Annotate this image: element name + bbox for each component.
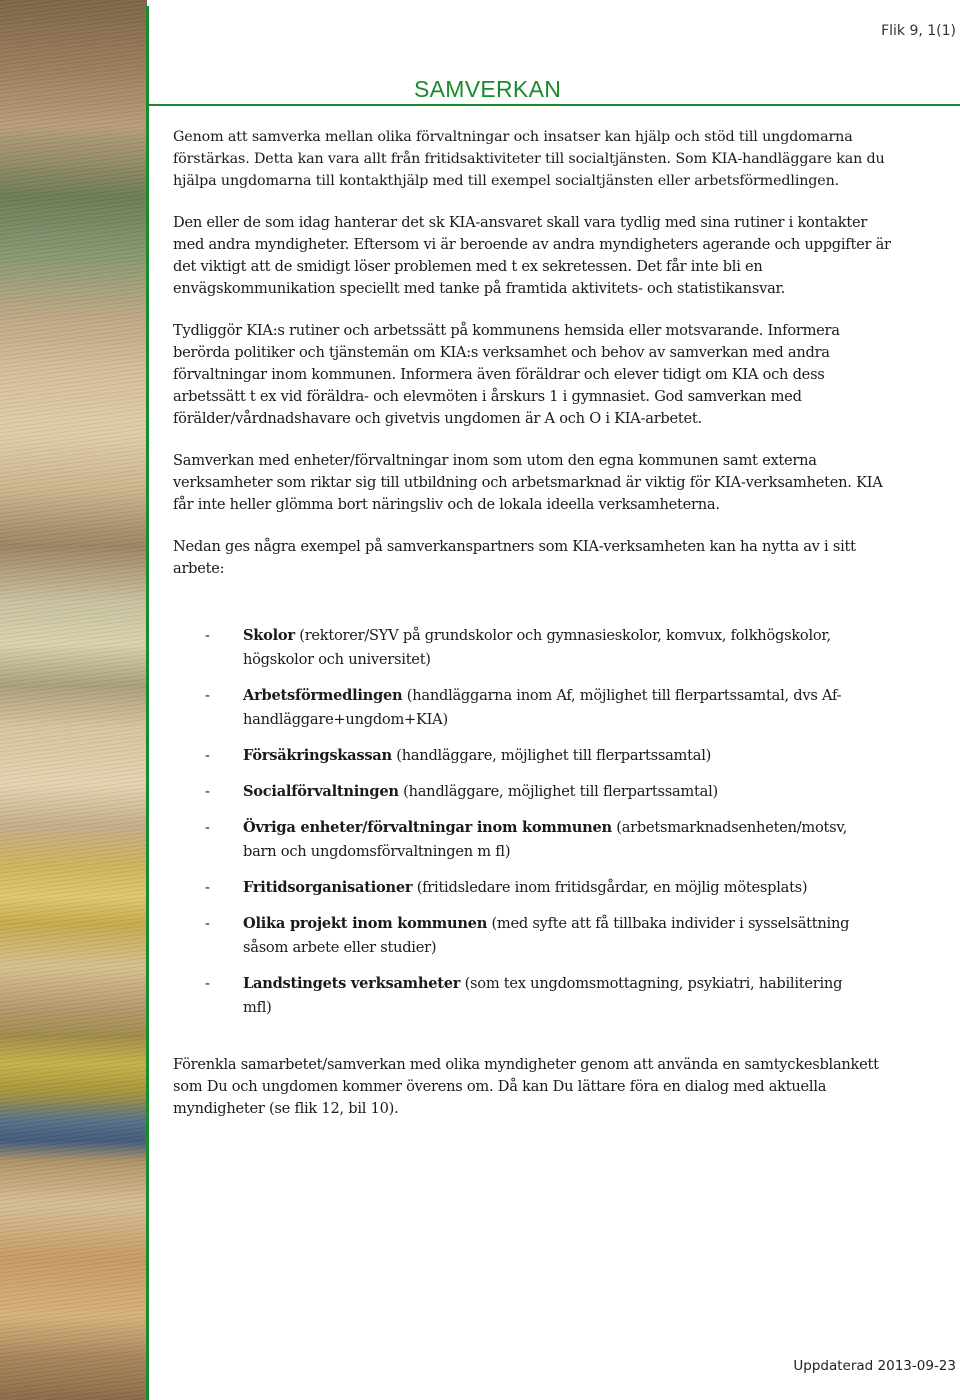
paragraph-responsibility: Den eller de som idag hanterar det sk KIA-ansvaret skall vara tydlig med sina rutiner i kontakter med andra myndigheter. Eftersom vi är beroende av andra myndigheters agerande och uppgifter är det viktigt att de smidigt löser problemen med t ex sekretessen. Det får inte bli en envägskommunikation speciellt med tanke på framtida aktivitets- och statistikansvar. [173,214,891,297]
list-item: - Övriga enheter/förvaltningar inom kommunen (arbetsmarknadsenheten/motsv, barn och ungdomsförvaltningen m fl) [205,819,848,860]
updated-date: Uppdaterad 2013-09-23 [793,1358,956,1374]
partner-name: Olika projekt inom kommunen [243,915,488,932]
vertical-divider [146,6,149,1400]
page-number: Flik 9, 1(1) [881,23,956,39]
list-item: - Skolor (rektorer/SYV på grundskolor och gymnasieskolor, komvux, folkhögskolor, högskolor och universitet) [205,627,831,668]
partner-name: Socialförvaltningen [243,783,399,800]
partner-detail: (med syfte att få tillbaka individer i sysselsättning såsom arbete eller studier) [243,915,850,956]
partner-detail: (handläggarna inom Af, möjlighet till flerpartssamtal, dvs Af-handläggare+ungdom+KIA) [243,687,842,728]
partner-detail: (handläggare, möjlighet till flerpartssamtal) [391,747,712,764]
list-item: - Försäkringskassan (handläggare, möjlighet till flerpartssamtal) [205,747,712,764]
partner-name: Försäkringskassan [243,747,392,764]
decorative-book-stack-image [0,0,147,1400]
title-underline [149,104,960,106]
partner-detail: (rektorer/SYV på grundskolor och gymnasieskolor, komvux, folkhögskolor, högskolor och universitet) [243,627,831,668]
list-item: - Landstingets verksamheter (som tex ungdomsmottagning, psykiatri, habilitering mfl) [205,975,843,1016]
partner-name: Fritidsorganisationer [243,879,413,896]
partner-detail: (arbetsmarknadsenheten/motsv, barn och ungdomsförvaltningen m fl) [243,819,848,860]
partner-name: Övriga enheter/förvaltningar inom kommunen [243,819,612,836]
page-title: SAMVERKAN [414,76,562,102]
document-body [173,126,893,1140]
partner-name: Skolor [243,627,295,644]
paragraph-intro: Genom att samverka mellan olika förvaltningar och insatser kan hjälp och stöd till ungdomarna förstärkas. Detta kan vara allt från fritidsaktiviteter till socialtjänsten. Som KIA-handläggare kan du hjälpa ungdomarna till kontakthjälp med till exempel socialtjänsten eller arbetsförmedlingen. [173,129,885,189]
partner-name: Arbetsförmedlingen [243,687,403,704]
partner-detail: (handläggare, möjlighet till flerpartssamtal) [398,783,718,800]
list-item: - Olika projekt inom kommunen (med syfte att få tillbaka individer i sysselsättning såsom arbete eller studier) [205,915,850,956]
partner-detail: (fritidsledare inom fritidsgårdar, en möjlig mötesplats) [412,879,808,896]
partner-name: Landstingets verksamheter [243,975,461,992]
paragraph-partners-intro: Nedan ges några exempel på samverkanspartners som KIA-verksamheten kan ha nytta av i sitt arbete: [173,538,856,577]
list-item: - Arbetsförmedlingen (handläggarna inom Af, möjlighet till flerpartssamtal, dvs Af-handläggare+ungdom+KIA) [205,687,842,728]
partners-list [205,624,893,1020]
paragraph-consent: Förenkla samarbetet/samverkan med olika myndigheter genom att använda en samtyckesblankett som Du och ungdomen kommer överens om. Då kan Du lättare föra en dialog med aktuella myndigheter (se flik 12, bil 10). [173,1056,879,1117]
list-item: - Fritidsorganisationer (fritidsledare inom fritidsgårdar, en möjlig mötesplats) [205,879,808,896]
partner-detail: (som tex ungdomsmottagning, psykiatri, habilitering mfl) [243,975,843,1016]
list-item: - Socialförvaltningen (handläggare, möjlighet till flerpartssamtal) [205,783,718,800]
paragraph-routines: Tydliggör KIA:s rutiner och arbetssätt på kommunens hemsida eller motsvarande. Informera berörda politiker och tjänstemän om KIA:s verksamhet och behov av samverkan med andra förvaltningar inom kommunen. Informera även föräldrar och elever tidigt om KIA och dess arbetssätt t ex vid föräldra- och elevmöten i årskurs 1 i gymnasiet. God samverkan med förälder/vårdnadshavare och givetvis ungdomen är A och O i KIA-arbetet. [173,322,840,427]
paragraph-collaboration: Samverkan med enheter/förvaltningar inom som utom den egna kommunen samt externa verksamheter som riktar sig till utbildning och arbetsmarknad är viktig för KIA-verksamheten. KIA får inte heller glömma bort näringsliv och de lokala ideella verksamheterna. [173,452,883,513]
